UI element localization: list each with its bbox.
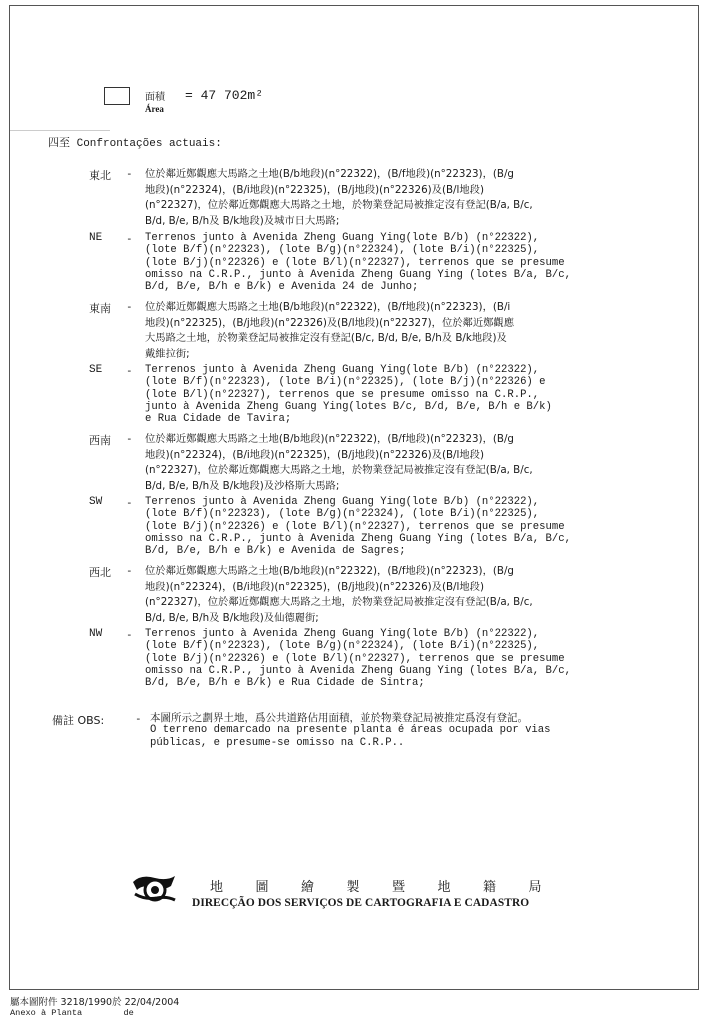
obs-line-pt-2: públicas, e presume-se omisso na C.R.P..: [150, 736, 405, 749]
confrontations-header: 四至 Confrontações actuais:: [48, 138, 222, 150]
entry-line: Terrenos junto à Avenida Zheng Guang Ying(lote B/b) (n°22322),: [145, 496, 540, 508]
area-value: = 47 702m²: [185, 88, 264, 103]
entry-text: [145, 496, 571, 557]
entry-line: B/d, B/e, B/h及 B/k地段)及沙格斯大馬路;: [145, 479, 340, 492]
agency-char: 地: [210, 880, 224, 895]
entry-line: 地段)(n°22324)，(B/i地段)(n°22325)，(B/j地段)(n°22326)及(B/l地段): [145, 580, 484, 593]
entry-line: (lote B/j)(n°22326) e (lote B/l)(n°22327), terrenos que se presume: [145, 520, 565, 533]
entry-dash: -: [126, 496, 133, 509]
entry-dash: -: [126, 300, 133, 313]
entry-line: (lote B/j)(n°22326) e (lote B/l)(n°22327), terrenos que se presume: [145, 256, 565, 269]
agency-char: 製: [346, 880, 360, 895]
agency-char: 局: [528, 880, 542, 895]
direction-label: NW: [89, 628, 103, 640]
entry-line: 戴維拉街;: [145, 347, 190, 360]
agency-char: 暨: [392, 880, 406, 895]
area-legend-box: [104, 87, 130, 105]
entry-line: 地段)(n°22324)，(B/i地段)(n°22325)，(B/j地段)(n°22326)及(B/l地段): [145, 183, 484, 196]
entry-line: e Rua Cidade de Tavira;: [145, 413, 292, 426]
entry-line: Terrenos junto à Avenida Zheng Guang Ying(lote B/b) (n°22322),: [145, 364, 540, 376]
entry-line: omisso na C.R.P., junto à Avenida Zheng Guang Ying (lotes B/a, B/c,: [145, 268, 571, 281]
obs-line-cn: 本圖所示之劃界土地，爲公共道路佔用面積，並於物業登記局被推定爲沒有登記。: [150, 712, 528, 724]
entry-line: Terrenos junto à Avenida Zheng Guang Ying(lote B/b) (n°22322),: [145, 628, 540, 640]
divider: [10, 130, 110, 131]
entry-dash: -: [126, 364, 133, 377]
entry-line: B/d, B/e, B/h及 B/k地段)及仙德麗街;: [145, 611, 319, 624]
entry-line: (n°22327)，位於鄰近鄭觀應大馬路之土地，於物業登記局被推定沒有登記(B/a, B/c,: [145, 199, 533, 211]
entry-text: [145, 167, 533, 229]
entry-line: (lote B/f)(n°22323), (lote B/g)(n°22324), (lote B/i)(n°22325),: [145, 640, 540, 653]
entry-dash: -: [126, 432, 133, 445]
entry-line: (lote B/f)(n°22323), (lote B/g)(n°22324), (lote B/i)(n°22325),: [145, 508, 540, 521]
agency-char: 繪: [301, 880, 315, 895]
area-label-cn: 面積: [145, 92, 165, 103]
entry-text: [145, 432, 533, 494]
entry-line: 地段)(n°22324)，(B/i地段)(n°22325)，(B/j地段)(n°22326)及(B/l地段): [145, 448, 484, 461]
direction-label: 西南: [89, 434, 111, 447]
entry-text: [145, 300, 514, 362]
agency-char: 圖: [255, 880, 269, 895]
entry-line: (lote B/f)(n°22323), (lote B/i)(n°22325), (lote B/j)(n°22326) e: [145, 376, 546, 389]
entry-line: 大馬路之土地，於物業登記局被推定沒有登記(B/c, B/d, B/e, B/h及 B/k地段)及: [145, 332, 507, 344]
entry-line: (lote B/f)(n°22323), (lote B/g)(n°22324), (lote B/i)(n°22325),: [145, 244, 540, 257]
entry-line: 位於鄰近鄭觀應大馬路之土地(B/b地段)(n°22322)，(B/f地段)(n°22323)，(B/g: [145, 168, 514, 180]
entry-line: 位於鄰近鄭觀應大馬路之土地(B/b地段)(n°22322)，(B/f地段)(n°22323)，(B/g: [145, 433, 514, 445]
entry-line: junto à Avenida Zheng Guang Ying(lotes B/c, B/d, B/e, B/h e B/k): [145, 400, 552, 413]
entry-text: [145, 564, 533, 626]
entry-line: (n°22327)，位於鄰近鄭觀應大馬路之土地，於物業登記局被推定沒有登記(B/a, B/c,: [145, 596, 533, 608]
footer-annex-cn: 屬本圖附件 3218/1990於 22/04/2004: [10, 997, 180, 1008]
entry-line: B/d, B/e, B/h及 B/k地段)及城市日大馬路;: [145, 214, 340, 227]
entry-line: omisso na C.R.P., junto à Avenida Zheng Guang Ying (lotes B/a, B/c,: [145, 664, 571, 677]
entry-dash: -: [126, 167, 133, 180]
entry-line: omisso na C.R.P., junto à Avenida Zheng Guang Ying (lotes B/a, B/c,: [145, 532, 571, 545]
obs-text: [150, 712, 551, 749]
agency-name-pt: DIRECÇÃO DOS SERVIÇOS DE CARTOGRAFIA E CADASTRO: [192, 897, 530, 909]
entry-line: 地段)(n°22325)，(B/j地段)(n°22326)及(B/l地段)(n°22327)，位於鄰近鄭觀應: [145, 316, 515, 329]
entry-line: B/d, B/e, B/h e B/k) e Avenida de Sagres;: [145, 545, 406, 558]
entry-dash: -: [126, 564, 133, 577]
agency-name-cn: [210, 876, 574, 895]
direction-label: NE: [89, 232, 103, 244]
area-label-pt: Área: [145, 104, 164, 114]
entry-dash: -: [126, 628, 133, 641]
direction-label: 西北: [89, 566, 111, 579]
agency-char: 籍: [483, 880, 497, 895]
entry-line: 位於鄰近鄭觀應大馬路之土地(B/b地段)(n°22322)，(B/f地段)(n°22323)，(B/i: [145, 301, 511, 313]
entry-dash: -: [126, 232, 133, 245]
entry-line: 位於鄰近鄭觀應大馬路之土地(B/b地段)(n°22322)，(B/f地段)(n°22323)，(B/g: [145, 565, 514, 577]
entry-line: B/d, B/e, B/h e B/k) e Avenida 24 de Junho;: [145, 281, 419, 294]
entry-line: Terrenos junto à Avenida Zheng Guang Ying(lote B/b) (n°22322),: [145, 232, 540, 244]
obs-dash: -: [135, 712, 142, 725]
direction-label: 東南: [89, 302, 111, 315]
entry-text: [145, 364, 552, 425]
entry-line: (n°22327)，位於鄰近鄭觀應大馬路之土地，於物業登記局被推定沒有登記(B/a, B/c,: [145, 464, 533, 476]
entry-text: [145, 628, 571, 689]
direction-label: SW: [89, 496, 103, 508]
entry-line: (lote B/l)(n°22327), terrenos que se presume omisso na C.R.P.,: [145, 388, 540, 401]
entry-line: B/d, B/e, B/h e B/k) e Rua Cidade de Sintra;: [145, 677, 425, 690]
entry-line: (lote B/j)(n°22326) e (lote B/l)(n°22327), terrenos que se presume: [145, 652, 565, 665]
agency-char: 地: [437, 880, 451, 895]
direction-label: SE: [89, 364, 103, 376]
obs-label: 備註 OBS:: [52, 714, 105, 727]
direction-label: 東北: [89, 169, 111, 182]
footer-annex-pt: Anexo à Planta de: [10, 1008, 134, 1018]
dscc-logo-icon: [131, 872, 179, 904]
entry-text: [145, 232, 571, 293]
obs-line-pt-1: O terreno demarcado na presente planta é áreas ocupada por vias: [150, 724, 551, 737]
